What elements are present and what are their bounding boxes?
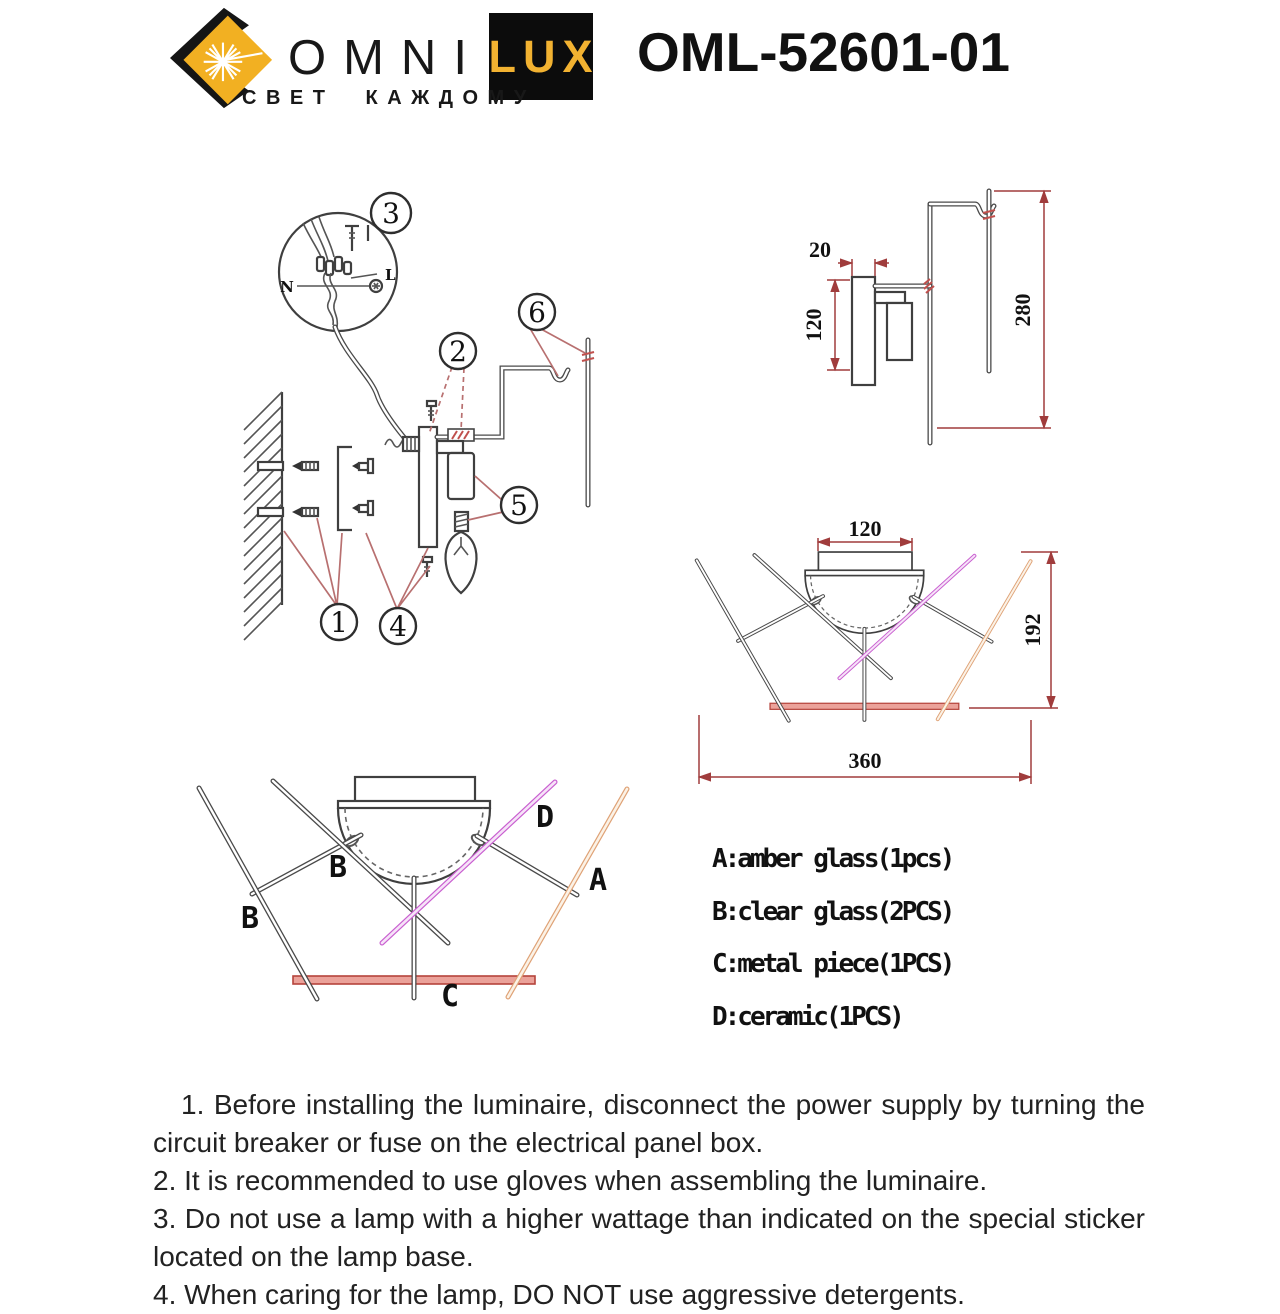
mounting-screws <box>352 459 373 515</box>
brand-tagline: СВЕТ КАЖДОМУ <box>242 87 536 109</box>
part-label-c: C <box>440 979 460 1014</box>
instruction-2: 2. It is recommended to use gloves when assembling the luminaire. <box>153 1165 988 1196</box>
callout-4 <box>380 608 416 644</box>
lamp-socket <box>437 441 474 499</box>
parts-list-item-a: A:amber glass(1pcs) <box>712 844 953 874</box>
part-label-d: D <box>535 800 555 835</box>
parts-list-item-c: C:metal piece(1PCS) <box>712 949 953 979</box>
part-label-b2: B <box>240 901 260 936</box>
callout-1 <box>321 604 357 640</box>
logo-star-core <box>219 58 228 67</box>
side-socket <box>887 303 912 360</box>
part-label-b1: B <box>328 850 348 885</box>
supply-cable <box>335 327 419 451</box>
callout-6 <box>519 294 555 330</box>
dim-depth: 20 <box>809 237 831 262</box>
dim-canopy-width: 120 <box>848 516 882 541</box>
instruction-4: 4. When caring for the lamp, DO NOT use aggressive detergents. <box>153 1279 965 1310</box>
safety-instructions <box>153 1086 1145 1314</box>
instruction-3: 3. Do not use a lamp with a higher wattage than indicated on the special sticker located on the lamp base. <box>153 1203 1145 1272</box>
svg-text:1: 1 <box>330 606 348 639</box>
dim-total-height: 280 <box>1010 293 1035 327</box>
side-socket-mount <box>875 292 905 303</box>
mounting-bracket <box>338 447 352 530</box>
svg-text:6: 6 <box>528 296 546 329</box>
parts-list <box>712 844 952 1054</box>
parts-diagram <box>175 750 670 1050</box>
part-label-a: A <box>588 863 608 898</box>
parts-lamp-drawing <box>199 777 627 999</box>
dim-plate-height: 120 <box>801 308 826 342</box>
front-view-diagram <box>685 515 1100 800</box>
dim-total-width: 360 <box>848 748 882 773</box>
side-glass-rod <box>983 191 995 371</box>
parts-list-item-b: B:clear glass(2PCS) <box>712 896 953 927</box>
callout-2 <box>440 333 476 369</box>
model-number: OML-52601-01 <box>637 21 1010 83</box>
side-dimensions <box>801 191 1051 428</box>
svg-text:2: 2 <box>449 335 467 368</box>
parts-list-item-d: D:ceramic(1PCS) <box>712 1001 902 1032</box>
bulb <box>446 512 477 593</box>
callout-5 <box>501 487 537 523</box>
wiring-detail <box>279 213 397 331</box>
svg-text:4: 4 <box>389 610 407 643</box>
brand-word: OMNI <box>288 31 484 85</box>
exploded-assembly-diagram <box>225 185 670 670</box>
dim-body-height: 192 <box>1020 613 1045 647</box>
wall-plate <box>419 427 437 547</box>
side-view-diagram <box>770 175 1075 485</box>
wiring-neutral-label: N <box>280 278 294 296</box>
lamp-arm <box>437 368 568 437</box>
front-lamp-drawing <box>697 552 1031 721</box>
glass-rod <box>582 340 594 505</box>
brand-accent: LUX <box>488 30 600 82</box>
terminal-block <box>448 429 474 441</box>
svg-text:5: 5 <box>510 489 528 522</box>
wall-section <box>244 392 283 640</box>
wall-anchors <box>292 461 318 517</box>
svg-text:3: 3 <box>382 197 400 230</box>
instruction-1: 1. Before installing the luminaire, disconnect the power supply by turning the circuit breaker or fuse on the electrical panel box. <box>153 1089 1145 1158</box>
plate-screw-top <box>427 401 436 421</box>
side-wall-plate <box>852 277 875 385</box>
wiring-live-label: L <box>385 266 396 284</box>
callout-3 <box>371 193 411 233</box>
